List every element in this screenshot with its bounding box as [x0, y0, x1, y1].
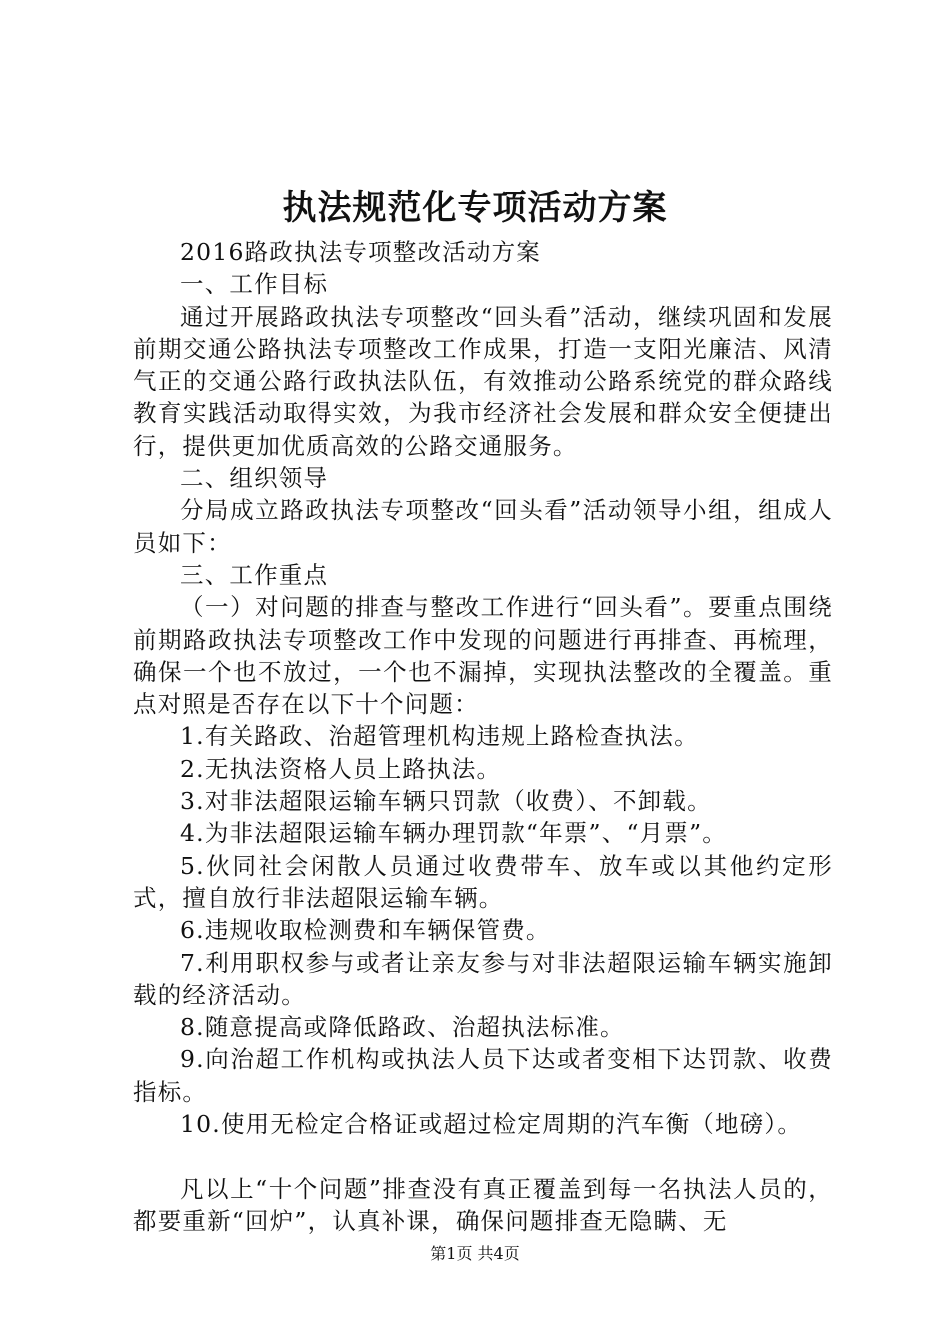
body-paragraph: 凡以上“十个问题”排查没有真正覆盖到每一名执法人员的，都要重新“回炉”，认真补课，确保问题排查无隐瞒、无 [133, 1174, 833, 1235]
list-item: 4.为非法超限运输车辆办理罚款“年票”、“月票”。 [180, 819, 727, 848]
list-item: 9.向治超工作机构或执法人员下达或者变相下达罚款、收费指标。 [133, 1045, 833, 1106]
list-item: 5.伙同社会闲散人员通过收费带车、放车或以其他约定形式，擅自放行非法超限运输车辆。 [133, 851, 833, 912]
list-item: 3.对非法超限运输车辆只罚款（收费）、不卸载。 [180, 787, 712, 816]
page-number-footer: 第1页 共4页 [430, 1244, 520, 1263]
list-item: 1.有关路政、治超管理机构违规上路检查执法。 [180, 722, 699, 751]
document-title: 执法规范化专项活动方案 [282, 188, 668, 228]
document-body [133, 236, 833, 1237]
body-paragraph: （一）对问题的排查与整改工作进行“回头看”。要重点围绕前期路政执法专项整改工作中发现的问题进行再排查、再梳理，确保一个也不放过，一个也不漏掉，实现执法整改的全覆盖。重点对照是否存在以下十个问题： [133, 593, 833, 719]
subtitle-paragraph: 2016路政执法专项整改活动方案 [180, 238, 542, 266]
section-heading-focus: 三、工作重点 [180, 560, 329, 589]
list-item: 7.利用职权参与或者让亲友参与对非法超限运输车辆实施卸载的经济活动。 [133, 948, 833, 1009]
list-item: 8.随意提高或降低路政、治超执法标准。 [180, 1013, 625, 1042]
list-item: 6.违规收取检测费和车辆保管费。 [180, 916, 551, 945]
list-item: 2.无执法资格人员上路执法。 [180, 754, 502, 783]
list-item: 10.使用无检定合格证或超过检定周期的汽车衡（地磅）。 [180, 1110, 803, 1139]
body-paragraph: 通过开展路政执法专项整改“回头看”活动，继续巩固和发展前期交通公路执法专项整改工作成果，打造一支阳光廉洁、风清气正的交通公路行政执法队伍，有效推动公路系统党的群众路线教育实践活动取得实效，为我市经济社会发展和群众安全便捷出行，提供更加优质高效的公路交通服务。 [133, 302, 833, 460]
section-heading-organization: 二、组织领导 [180, 464, 329, 493]
section-heading-goals: 一、工作目标 [180, 270, 329, 299]
blank-line [133, 1140, 833, 1172]
body-paragraph: 分局成立路政执法专项整改“回头看”活动领导小组，组成人员如下： [133, 496, 833, 557]
